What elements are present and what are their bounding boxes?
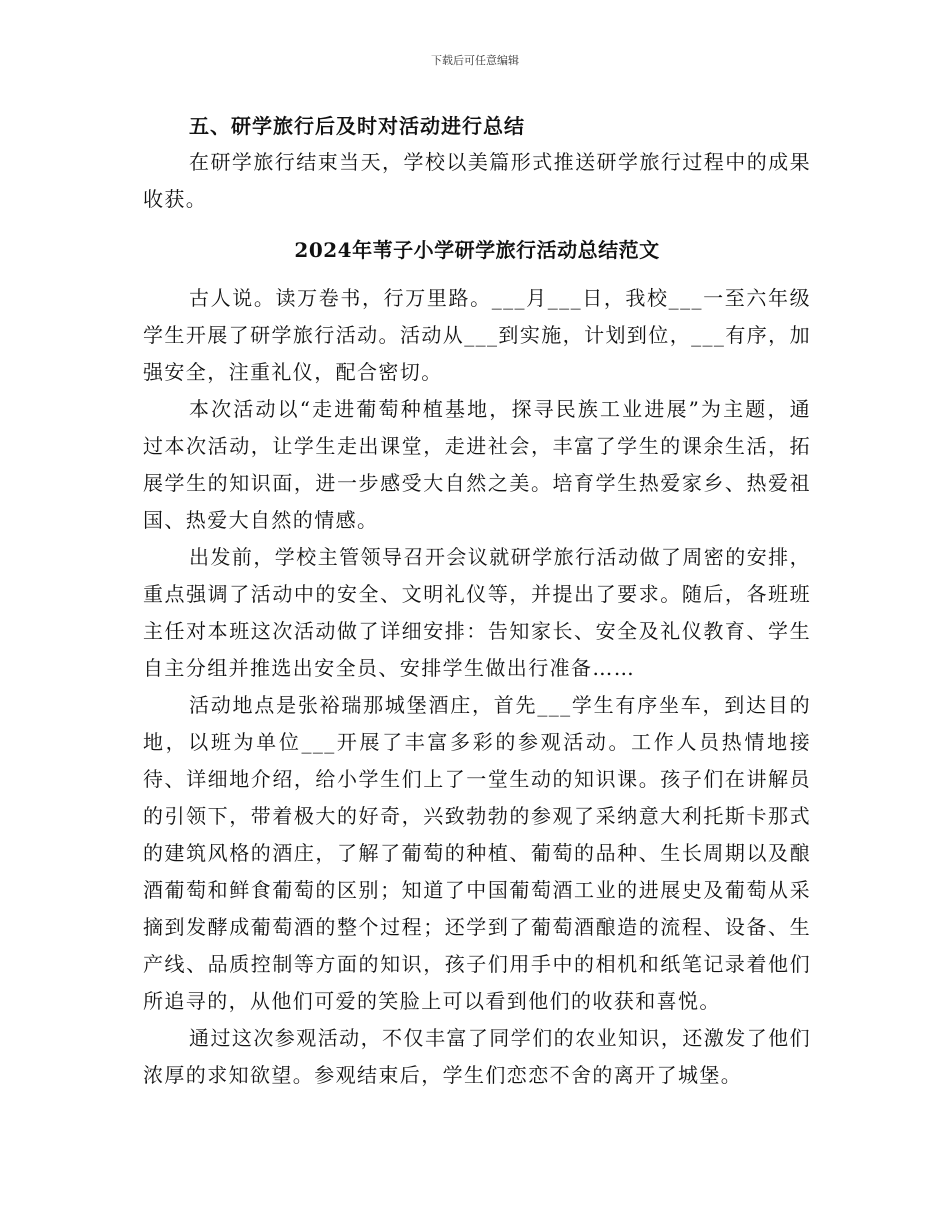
running-header: 下载后可任意编辑 xyxy=(431,54,519,67)
section-paragraph: 在研学旅行结束当天，学校以美篇形式推送研学旅行过程中的成果收获。 xyxy=(143,150,811,211)
article-paragraph-1: 古人说。读万卷书，行万里路。___月___日，我校___一至六年级学生开展了研学旅行活动。活动从___到实施，计划到位，___有序，加强安全，注重礼仪，配合密切。 xyxy=(143,286,811,384)
section-heading: 五、研学旅行后及时对活动进行总结 xyxy=(189,114,525,138)
document-body xyxy=(143,108,811,1094)
article-paragraph-3: 出发前，学校主管领导召开会议就研学旅行活动做了周密的安排，重点强调了活动中的安全、文明礼仪等，并提出了要求。随后，各班班主任对本班这次活动做了详细安排：告知家长、安全及礼仪教育、学生自主分组并推选出安全员、安排学生做出行准备…… xyxy=(143,545,811,680)
article-paragraph-5: 通过这次参观活动，不仅丰富了同学们的农业知识，还激发了他们浓厚的求知欲望。参观结束后，学生们恋恋不舍的离开了城堡。 xyxy=(143,1026,811,1087)
article-paragraph-2: 本次活动以“走进葡萄种植基地，探寻民族工业进展”为主题，通过本次活动，让学生走出课堂，走进社会，丰富了学生的课余生活，拓展学生的知识面，进一步感受大自然之美。培育学生热爱家乡、热爱祖国、热爱大自然的情感。 xyxy=(143,397,811,532)
article-title: 2024年苇子小学研学旅行活动总结范文 xyxy=(294,238,660,262)
article-paragraph-4: 活动地点是张裕瑞那城堡酒庄，首先___学生有序坐车，到达目的地，以班为单位___开展了丰富多彩的参观活动。工作人员热情地接待、详细地介绍，给小学生们上了一堂生动的知识课。孩子们在讲解员的引领下，带着极大的好奇，兴致勃勃的参观了采纳意大利托斯卡那式的建筑风格的酒庄，了解了葡萄的种植、葡萄的品种、生长周期以及酿酒葡萄和鲜食葡萄的区别；知道了中国葡萄酒工业的进展史及葡萄从采摘到发酵成葡萄酒的整个过程；还学到了葡萄酒酿造的流程、设备、生产线、品质控制等方面的知识，孩子们用手中的相机和纸笔记录着他们所追寻的，从他们可爱的笑脸上可以看到他们的收获和喜悦。 xyxy=(143,693,811,1013)
